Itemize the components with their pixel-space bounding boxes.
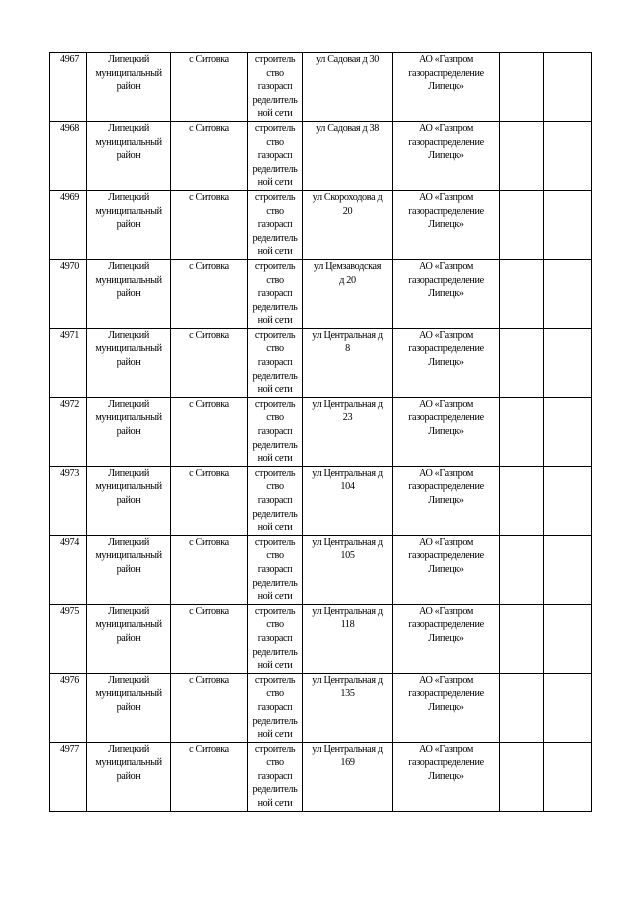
cell-work-type-line: ной сети (257, 522, 293, 534)
table-body (50, 53, 592, 812)
cell-work-type (248, 742, 303, 811)
cell-number: 4977 (50, 742, 87, 811)
cell-organization-line: Липецк» (428, 563, 464, 575)
cell-district (87, 190, 171, 259)
cell-district-line: Липецкий (108, 122, 149, 134)
cell-empty-2 (544, 190, 592, 259)
cell-work-type (248, 121, 303, 190)
table-row (50, 535, 592, 604)
cell-district-line: муниципальный (95, 274, 162, 286)
cell-empty-2 (544, 742, 592, 811)
cell-work-type-line: ной сети (257, 591, 293, 603)
cell-empty-1 (500, 328, 544, 397)
cell-organization-line: Липецк» (428, 426, 464, 438)
cell-organization (393, 121, 500, 190)
cell-work-type-line: строитель (254, 122, 296, 134)
cell-work-type-line: строитель (254, 191, 296, 203)
cell-address-line: ул Центральная д (312, 674, 383, 686)
cell-work-type-line: газорасп (257, 770, 293, 782)
cell-organization-line: газораспределение (408, 274, 484, 286)
table-row (50, 673, 592, 742)
cell-organization-line: АО «Газпром (418, 674, 474, 686)
cell-district-line: Липецкий (108, 329, 149, 341)
cell-work-type-line: ство (266, 205, 284, 217)
cell-work-type (248, 190, 303, 259)
cell-empty-1 (500, 535, 544, 604)
cell-work-type-line: ной сети (257, 453, 293, 465)
cell-work-type-line: ство (266, 67, 284, 79)
cell-district-line: муниципальный (95, 67, 162, 79)
cell-district-line: район (116, 563, 141, 575)
cell-organization (393, 535, 500, 604)
cell-district (87, 328, 171, 397)
cell-work-type-line: ной сети (257, 315, 293, 327)
cell-organization-line: газораспределение (408, 136, 484, 148)
cell-address-line: д 20 (339, 274, 356, 286)
cell-district-line: муниципальный (95, 136, 162, 148)
cell-address-line: 104 (340, 481, 355, 493)
cell-settlement: с Ситовка (171, 466, 248, 535)
table-row (50, 53, 592, 122)
cell-work-type (248, 328, 303, 397)
cell-organization-line: Липецк» (428, 701, 464, 713)
table-row (50, 742, 592, 811)
cell-organization (393, 466, 500, 535)
records-table (49, 52, 592, 812)
cell-work-type-line: ство (266, 481, 284, 493)
cell-district-line: район (116, 81, 141, 93)
cell-work-type-line: строитель (254, 54, 296, 65)
cell-empty-2 (544, 53, 592, 122)
cell-organization-line: газораспределение (408, 481, 484, 493)
cell-work-type-line: строитель (254, 605, 296, 617)
cell-address-line: 105 (340, 550, 355, 562)
cell-work-type-line: ство (266, 274, 284, 286)
cell-organization-line: газораспределение (408, 205, 484, 217)
table-row (50, 328, 592, 397)
cell-organization-line: АО «Газпром (418, 260, 474, 272)
cell-district-line: район (116, 288, 141, 300)
cell-work-type-line: газорасп (257, 81, 293, 93)
cell-address (303, 397, 393, 466)
cell-work-type-line: газорасп (257, 632, 293, 644)
cell-work-type-line: газорасп (257, 150, 293, 162)
table-row (50, 397, 592, 466)
cell-work-type-line: строитель (254, 674, 296, 686)
cell-address-line: ул Центральная д (312, 329, 383, 341)
cell-district-line: район (116, 495, 141, 506)
cell-number: 4974 (50, 535, 87, 604)
cell-address (303, 604, 393, 673)
cell-address (303, 673, 393, 742)
cell-work-type-line: газорасп (257, 563, 293, 575)
cell-empty-1 (500, 604, 544, 673)
cell-organization-line: АО «Газпром (418, 122, 474, 134)
cell-district-line: район (116, 632, 141, 644)
cell-district-line: муниципальный (95, 412, 162, 424)
cell-work-type-line: ределитель (252, 784, 298, 796)
cell-work-type-line: строитель (254, 467, 296, 479)
cell-district-line: район (116, 426, 141, 438)
cell-settlement: с Ситовка (171, 673, 248, 742)
cell-work-type-line: ство (266, 619, 284, 631)
cell-district-line: муниципальный (95, 205, 162, 217)
cell-settlement: с Ситовка (171, 742, 248, 811)
cell-district-line: муниципальный (95, 481, 162, 493)
cell-number: 4972 (50, 397, 87, 466)
cell-district-line: район (116, 770, 141, 782)
cell-empty-1 (500, 673, 544, 742)
cell-district-line: муниципальный (95, 550, 162, 562)
table-row (50, 466, 592, 535)
cell-work-type-line: газорасп (257, 701, 293, 713)
cell-settlement: с Ситовка (171, 53, 248, 122)
cell-organization (393, 53, 500, 122)
cell-district-line: муниципальный (95, 619, 162, 631)
cell-work-type-line: ределитель (252, 301, 298, 313)
cell-address (303, 535, 393, 604)
cell-work-type-line: ределитель (252, 370, 298, 382)
cell-work-type-line: строитель (254, 743, 296, 755)
cell-address-line: ул Центральная д (312, 467, 383, 479)
cell-work-type (248, 259, 303, 328)
cell-district (87, 53, 171, 122)
cell-work-type-line: строитель (254, 398, 296, 410)
cell-address-line: ул Цемзаводская (313, 260, 382, 272)
cell-organization-line: Липецк» (428, 150, 464, 162)
cell-empty-2 (544, 259, 592, 328)
cell-number: 4967 (50, 53, 87, 122)
cell-organization (393, 673, 500, 742)
cell-work-type-line: ределитель (252, 646, 298, 658)
cell-district (87, 397, 171, 466)
cell-empty-2 (544, 466, 592, 535)
cell-organization-line: АО «Газпром (418, 743, 474, 755)
cell-district-line: Липецкий (108, 191, 149, 203)
cell-district-line: район (116, 219, 141, 231)
cell-address-line: ул Центральная д (312, 398, 383, 410)
cell-number: 4973 (50, 466, 87, 535)
cell-settlement: с Ситовка (171, 328, 248, 397)
cell-district (87, 121, 171, 190)
cell-organization-line: Липецк» (428, 770, 464, 782)
cell-empty-1 (500, 466, 544, 535)
cell-district-line: Липецкий (108, 260, 149, 272)
cell-address-line: ул Садовая д 30 (316, 54, 379, 65)
cell-number: 4970 (50, 259, 87, 328)
cell-empty-2 (544, 328, 592, 397)
cell-work-type-line: ределитель (252, 232, 298, 244)
cell-organization (393, 259, 500, 328)
cell-organization-line: Липецк» (428, 288, 464, 300)
cell-organization-line: газораспределение (408, 688, 484, 700)
cell-district-line: Липецкий (108, 54, 149, 65)
cell-work-type-line: ной сети (257, 729, 293, 741)
cell-organization-line: АО «Газпром (418, 467, 474, 479)
cell-district (87, 742, 171, 811)
cell-work-type (248, 535, 303, 604)
cell-work-type-line: ство (266, 757, 284, 769)
cell-number: 4969 (50, 190, 87, 259)
cell-work-type-line: ство (266, 412, 284, 424)
cell-number: 4975 (50, 604, 87, 673)
cell-address-line: 23 (342, 412, 353, 424)
cell-empty-1 (500, 742, 544, 811)
cell-organization-line: АО «Газпром (418, 605, 474, 617)
table-row (50, 121, 592, 190)
cell-work-type (248, 466, 303, 535)
cell-work-type-line: ство (266, 136, 284, 148)
cell-number: 4976 (50, 673, 87, 742)
cell-address-line: 8 (345, 343, 350, 355)
cell-organization (393, 742, 500, 811)
cell-district-line: Липецкий (108, 605, 149, 617)
cell-empty-1 (500, 259, 544, 328)
cell-organization-line: Липецк» (428, 219, 464, 231)
cell-address-line: 118 (340, 619, 355, 631)
cell-district (87, 535, 171, 604)
cell-empty-1 (500, 397, 544, 466)
cell-address (303, 121, 393, 190)
cell-organization-line: газораспределение (408, 550, 484, 562)
cell-empty-1 (500, 53, 544, 122)
cell-settlement: с Ситовка (171, 397, 248, 466)
cell-address (303, 259, 393, 328)
cell-work-type-line: газорасп (257, 426, 293, 438)
cell-organization-line: газораспределение (408, 619, 484, 631)
cell-work-type-line: ной сети (257, 660, 293, 672)
cell-district-line: Липецкий (108, 743, 149, 755)
cell-work-type-line: ределитель (252, 94, 298, 106)
cell-work-type-line: газорасп (257, 495, 293, 506)
cell-work-type-line: ство (266, 688, 284, 700)
cell-empty-1 (500, 190, 544, 259)
cell-settlement: с Ситовка (171, 190, 248, 259)
table-row (50, 259, 592, 328)
cell-address-line: ул Садовая д 38 (316, 122, 379, 134)
cell-work-type-line: ной сети (257, 246, 293, 258)
cell-work-type-line: ределитель (252, 163, 298, 175)
cell-district-line: Липецкий (108, 536, 149, 548)
cell-organization-line: Липецк» (428, 632, 464, 644)
cell-work-type-line: ределитель (252, 577, 298, 589)
cell-work-type (248, 53, 303, 122)
cell-organization-line: АО «Газпром (418, 398, 474, 410)
cell-work-type-line: строитель (254, 329, 296, 341)
cell-settlement: с Ситовка (171, 121, 248, 190)
cell-organization (393, 604, 500, 673)
cell-work-type-line: строитель (254, 260, 296, 272)
cell-work-type-line: ной сети (257, 798, 293, 810)
cell-number: 4971 (50, 328, 87, 397)
cell-district-line: Липецкий (108, 398, 149, 410)
cell-district (87, 466, 171, 535)
cell-address (303, 53, 393, 122)
cell-settlement: с Ситовка (171, 259, 248, 328)
cell-address-line: ул Центральная д (312, 605, 383, 617)
cell-address-line: 169 (340, 757, 355, 769)
cell-district-line: Липецкий (108, 467, 149, 479)
cell-address (303, 190, 393, 259)
cell-empty-2 (544, 397, 592, 466)
cell-work-type (248, 604, 303, 673)
cell-organization-line: АО «Газпром (418, 54, 474, 65)
cell-work-type-line: ределитель (252, 715, 298, 727)
cell-organization-line: газораспределение (408, 757, 484, 769)
cell-work-type-line: ной сети (257, 384, 293, 396)
cell-work-type-line: строитель (254, 536, 296, 548)
cell-settlement: с Ситовка (171, 604, 248, 673)
cell-district (87, 604, 171, 673)
cell-address (303, 742, 393, 811)
cell-district-line: муниципальный (95, 343, 162, 355)
cell-number: 4968 (50, 121, 87, 190)
cell-address-line: 135 (340, 688, 355, 700)
cell-district-line: муниципальный (95, 757, 162, 769)
cell-work-type-line: ство (266, 343, 284, 355)
cell-organization-line: Липецк» (428, 357, 464, 369)
cell-work-type-line: ределитель (252, 439, 298, 451)
cell-address (303, 328, 393, 397)
cell-organization-line: АО «Газпром (418, 191, 474, 203)
cell-organization-line: АО «Газпром (418, 536, 474, 548)
cell-empty-2 (544, 673, 592, 742)
cell-empty-2 (544, 535, 592, 604)
cell-work-type-line: газорасп (257, 357, 293, 369)
cell-organization-line: Липецк» (428, 495, 464, 506)
cell-empty-2 (544, 604, 592, 673)
cell-work-type-line: ределитель (252, 508, 298, 520)
cell-organization-line: газораспределение (408, 343, 484, 355)
cell-work-type-line: газорасп (257, 219, 293, 231)
cell-address-line: ул Центральная д (312, 743, 383, 755)
cell-district (87, 259, 171, 328)
cell-settlement: с Ситовка (171, 535, 248, 604)
cell-district-line: муниципальный (95, 688, 162, 700)
cell-work-type (248, 397, 303, 466)
cell-work-type (248, 673, 303, 742)
cell-address (303, 466, 393, 535)
cell-organization-line: газораспределение (408, 67, 484, 79)
cell-district-line: район (116, 357, 141, 369)
cell-organization (393, 328, 500, 397)
cell-address-line: ул Центральная д (312, 536, 383, 548)
cell-organization (393, 190, 500, 259)
cell-organization-line: АО «Газпром (418, 329, 474, 341)
cell-organization (393, 397, 500, 466)
cell-district-line: район (116, 701, 141, 713)
cell-district-line: Липецкий (108, 674, 149, 686)
cell-work-type-line: ной сети (257, 177, 293, 189)
cell-empty-2 (544, 121, 592, 190)
cell-work-type-line: ство (266, 550, 284, 562)
cell-address-line: ул Скороходова д (312, 191, 383, 203)
cell-work-type-line: газорасп (257, 288, 293, 300)
cell-empty-1 (500, 121, 544, 190)
table-row (50, 604, 592, 673)
cell-district-line: район (116, 150, 141, 162)
table-row (50, 190, 592, 259)
cell-address-line: 20 (342, 205, 353, 217)
cell-work-type-line: ной сети (257, 108, 293, 120)
cell-organization-line: газораспределение (408, 412, 484, 424)
cell-district (87, 673, 171, 742)
cell-organization-line: Липецк» (428, 81, 464, 93)
